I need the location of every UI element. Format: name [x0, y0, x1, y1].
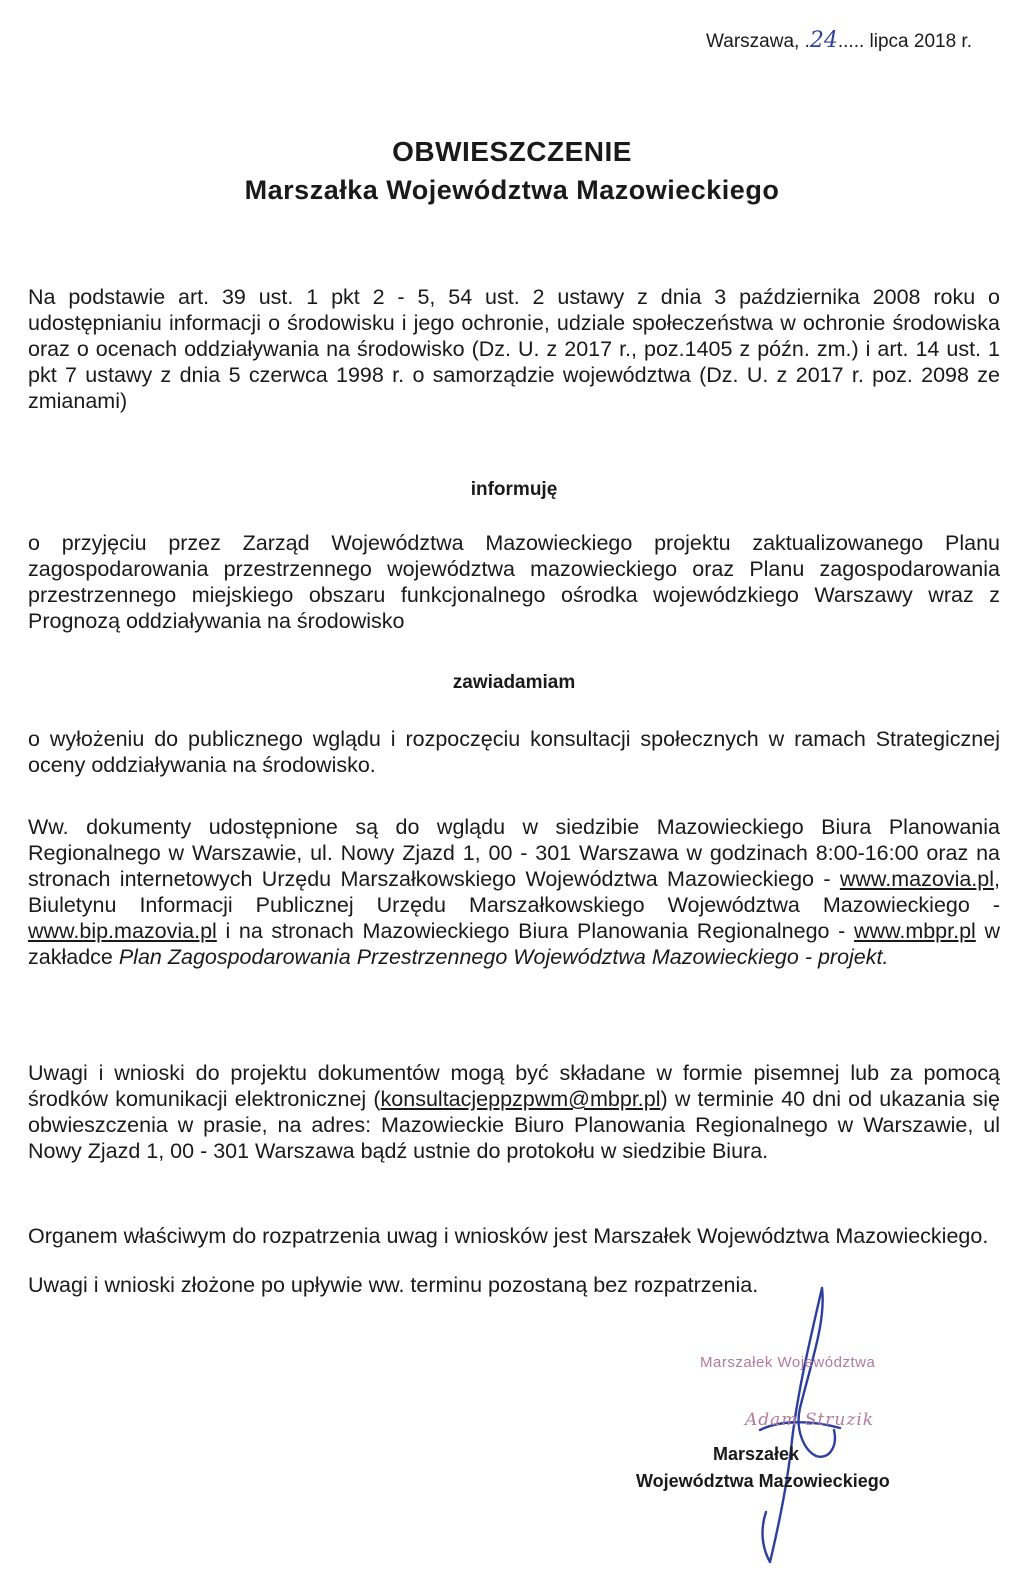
section-text-informuje: o przyjęciu przez Zarząd Województwa Mazowieckiego projektu zaktualizowanego Planu zagospodarowania przestrzennego województwa mazowieckiego oraz Planu zagospodarowania przestrzennego miejskiego obszaru funkcjonalnego ośrodka wojewódzkiego Warszawy wraz z Prognozą oddziaływania na środowisko — [28, 531, 1000, 633]
authority-paragraph: Organem właściwym do rozpatrzenia uwag i wniosków jest Marszałek Województwa Mazowieckiego. — [28, 1224, 989, 1248]
link-mazovia[interactable]: www.mazovia.pl — [839, 867, 995, 891]
comments-text-2: ) w terminie 40 dni od ukazania się obwieszczenia w prasie, na adres: Mazowieckie Biuro Planowania Regionalnego w Warszawie, ul Nowy Zjazd 1, 00 - 301 Warszawa bądź ustnie do protokołu w siedzibie Biura. — [28, 1087, 1000, 1163]
signatory-title: Marszałek — [713, 1444, 800, 1464]
email-link[interactable]: konsultacjeppzpwm@mbpr.pl — [380, 1087, 661, 1111]
availability-text-2: , Biuletynu Informacji Publicznej Urzędu Marszałkowskiego Województwa Mazowieckiego - — [28, 867, 1000, 917]
availability-text-4: w zakładce — [28, 919, 1000, 969]
availability-text-1: Ww. dokumenty udostępnione są do wglądu w siedzibie Mazowieckiego Biura Planowania Regionalnego w Warszawie, ul. Nowy Zjazd 1, 00 - 301 Warszawa w godzinach 8:00-16:00 oraz na stronach internetowych Urzędu Marszałkowskiego Województwa Mazowieckiego - — [28, 815, 1000, 891]
availability-italic: Plan Zagospodarowania Przestrzennego Województwa Mazowieckiego - projekt. — [118, 945, 889, 969]
section-heading-informuje: informuję — [470, 479, 558, 500]
availability-paragraph — [28, 814, 1000, 970]
section-text-zawiadamiam: o wyłożeniu do publicznego wglądu i rozpoczęciu konsultacji społecznych w ramach Strategicznej oceny oddziaływania na środowisko. — [28, 727, 1000, 777]
date-line — [706, 28, 972, 53]
stamp-name: Adam Struzik — [745, 1410, 875, 1430]
comments-paragraph — [28, 1060, 1000, 1164]
signatory-office: Województwa Mazowieckiego — [636, 1471, 890, 1491]
comments-text-1: Uwagi i wnioski do projektu dokumentów mogą być składane w formie pisemnej lub za pomocą środków komunikacji elektronicznej ( — [28, 1061, 1000, 1111]
section-heading-zawiadamiam: zawiadamiam — [452, 672, 576, 693]
link-mbpr[interactable]: www.mbpr.pl — [853, 919, 976, 943]
late-submissions-note: Uwagi i wnioski złożone po upływie ww. terminu pozostaną bez rozpatrzenia. — [28, 1273, 759, 1297]
link-bip-mazovia[interactable]: www.bip.mazovia.pl — [28, 919, 217, 943]
handwritten-day: 24 — [809, 28, 838, 53]
stamp-title: Marszałek Województwa — [700, 1354, 876, 1371]
document-subtitle: Marszałka Województwa Mazowieckiego — [244, 175, 780, 205]
date-suffix: ..... lipca 2018 r. — [837, 31, 972, 52]
availability-text-3: i na stronach Mazowieckiego Biura Planowania Regionalnego - — [216, 919, 854, 943]
legal-basis-paragraph: Na podstawie art. 39 ust. 1 pkt 2 - 5, 54 ust. 2 ustawy z dnia 3 października 2008 roku o udostępnianiu informacji o środowisku i jego ochronie, udziale społeczeństwa w ochronie środowiska oraz o ocenach oddziaływania na środowisko (Dz. U. z 2017 r., poz.1405 z późn. zm.) i art. 14 ust. 1 pkt 7 ustawy z dnia 5 czerwca 1998 r. o samorządzie województwa (Dz. U. z 2017 r. poz. 2098 ze zmianami) — [28, 285, 1000, 413]
document-title: OBWIESZCZENIE — [392, 136, 632, 167]
date-prefix: Warszawa, . — [706, 31, 810, 52]
